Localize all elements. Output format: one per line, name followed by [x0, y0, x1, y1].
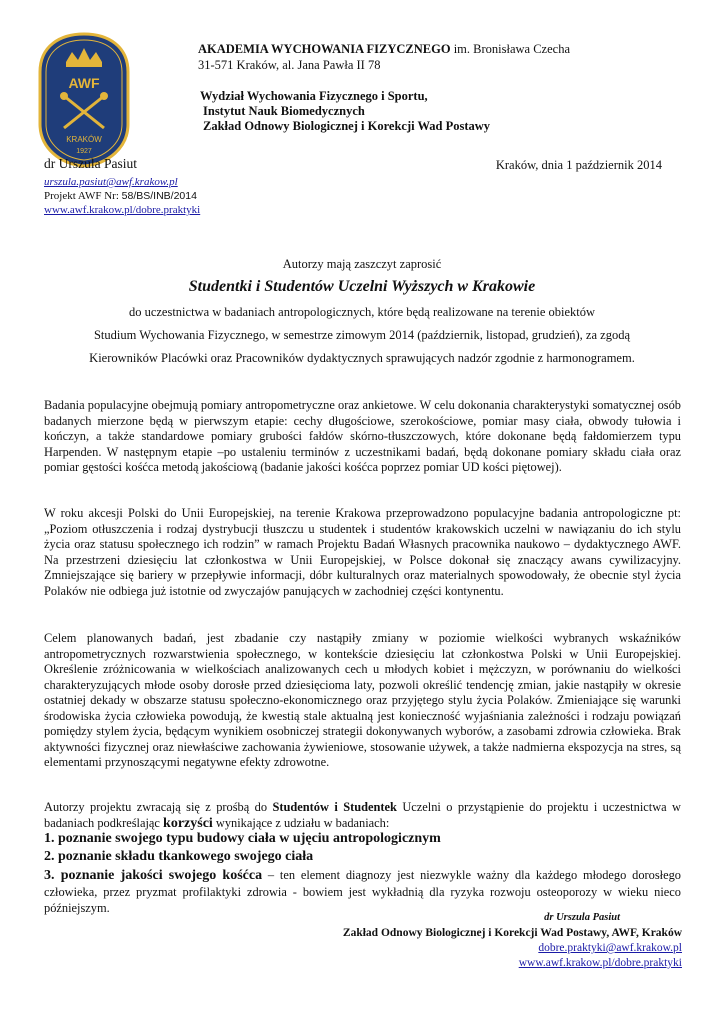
awf-logo [36, 32, 132, 168]
academy-name: AKADEMIA WYCHOWANIA FIZYCZNEGO [198, 42, 451, 56]
academy-patron: im. Bronisława Czecha [453, 42, 570, 56]
benefit-3-title: 3. poznanie jakości swojego kośćca [44, 868, 263, 883]
sender-email-link[interactable]: urszula.pasiut@awf.krakow.pl [44, 176, 178, 188]
invitation-line-1: do uczestnictwa w badaniach antropologicznych, które będą realizowane na terenie obiektów [128, 305, 596, 319]
signature-website-link[interactable]: www.awf.krakow.pl/dobre.praktyki [518, 957, 682, 969]
signature-email-link[interactable]: dobre.praktyki@awf.krakow.pl [538, 942, 682, 954]
institute-name: Instytut Nauk Biomedycznych [203, 104, 365, 118]
project-line [44, 190, 197, 202]
paragraph-4-students: Studentów i Studentek [272, 800, 397, 814]
benefit-3 [44, 867, 681, 916]
paragraph-2-text: W roku akcesji Polski do Unii Europejskiej, na terenie Krakowa przeprowadzono populacyjne badania antropologiczne pt: „Poziom otłuszczenia i rodzaj dystrybucji tłuszczu u studentek i studentów krakowskich uczelni w nawiązaniu do ich stylu życia oraz statusu społecznego ich rodzin” w ramach Projektu Badań Własnych pracownika naukowo – dydaktycznego AWF. Na przestrzeni dziesięciu lat członkostwa w Unii Europejskiej, w Polsce dokonał się znaczący awans cywilizacyjny. Zmniejszające się bariery w przepływie informacji, dóbr kulturalnych oraz materialnych spowodowały, że obecnie styl życia Polaków nie odbiega już istotnie od zwyczajów panujących w zachodniej części kontynentu. [44, 506, 681, 598]
benefit-3-text: – ten element diagnozy jest niezwykle ważny dla każdego młodego dorosłego człowieka, przez pryzmat profilaktyki zdrowia - bowiem jest wykładnią dla ryzyka rozwoju osteoporozy w wieku nieco późniejszym. [44, 868, 681, 915]
paragraph-3-text: Celem planowanych badań, jest zbadanie czy nastąpiły zmiany w poziomie wielkości wybranych wskaźników antropometrycznych rozwarstwienia społecznego, w kontekście dziesięciu lat członkostwa Polski w Unii Europejskiej. Określenie zróżnicowania w wielkościach analizowanych cech u młodych kobiet i mężczyzn, w porównaniu do wielkości charakteryzujących młode osoby dorosłe przed dziesięcioma laty, pozwoli określić tendencję zmian, jakie nastąpiły w okresie ostatniej dekady w obszarze statusu społeczno-ekonomicznego oraz przyjętego stylu życia Polaków. Zmieniające się warunki środowiska życia człowieka powodują, że kwestią stale aktualną jest konieczność wyjaśniania zależności i rodzaju powiązań pomiędzy stylem życia, będącym wynikiem osobniczej strategii dokonywanych wyborów, a zasobami zdrowia człowieka. Brak aktywności fizycznej oraz niewłaściwe zachowania żywieniowe, stosowanie używek, a także nadmierna ekspozycja na stres, są elementami przynoszącymi negatywne efekty zdrowotne. [44, 631, 681, 769]
paragraph-4-benefits-word: korzyści [163, 815, 213, 831]
logo-text-city: KRAKÓW [66, 135, 102, 144]
project-number: 58/BS/INB/2014 [121, 190, 197, 202]
paragraph-4-end: wynikające z udziału w badaniach: [212, 815, 390, 830]
signature-name: dr Urszula Pasiut [544, 912, 620, 923]
benefit-1: 1. poznanie swojego typu budowy ciała w ujęciu antropologicznym [44, 831, 441, 846]
paragraph-2 [44, 506, 681, 599]
paragraph-4 [44, 800, 681, 831]
date-line: Kraków, dnia 1 październik 2014 [495, 158, 662, 172]
logo-text-year: 1927 [76, 148, 92, 155]
academy-address: 31-571 Kraków, al. Jana Pawła II 78 [198, 58, 381, 72]
sender-name: dr Urszula Pasiut [44, 156, 137, 171]
invitation-line-3: Kierowników Placówki oraz Pracowników dydaktycznych sprawujących nadzór zgodnie z harmonogramem. [89, 351, 635, 365]
sender-website-link[interactable]: www.awf.krakow.pl/dobre.praktyki [44, 204, 201, 216]
paragraph-4-start: Autorzy projektu zwracają się z prośbą do [44, 800, 273, 814]
signature-department: Zakład Odnowy Biologicznej i Korekcji Wad Postawy, AWF, Kraków [342, 927, 682, 939]
invitation-title: Studentki i Studentów Uczelni Wyższych w Krakowie [188, 278, 536, 295]
benefit-2: 2. poznanie składu tkankowego swojego ciała [44, 849, 314, 864]
academy-line [198, 42, 570, 57]
department-name: Zakład Odnowy Biologicznej i Korekcji Wad Postawy [203, 119, 491, 133]
faculty-name: Wydział Wychowania Fizycznego i Sportu, [200, 89, 428, 103]
logo-text-awf: AWF [68, 75, 100, 91]
paragraph-1-text: Badania populacyjne obejmują pomiary antropometryczne oraz ankietowe. W celu dokonania charakterystyki somatycznej osób badanych mierzone będą w pierwszym etapie: cechy długościowe, szerokościowe, pomiar masy ciała, obwody tułowia i kończyn, a także standardowe pomiary grubości fałdów skórno-tłuszczowych, które dokonane będą fałdomierzem typu Harpenden. W następnym etapie –po ustaleniu terminów z uczestnikami badań, będą dokonane pomiary składu ciała oraz pomiar gęstości kośćca metodą jakościową (badanie jakości kośćca poprzez pomiar UD kości piętowej). [44, 398, 681, 474]
invitation-intro: Autorzy mają zaszczyt zaprosić [282, 257, 442, 271]
invitation-line-2: Studium Wychowania Fizycznego, w semestrze zimowym 2014 (październik, listopad, grudzień), za zgodą [93, 328, 630, 342]
paragraph-1 [44, 398, 681, 476]
project-label: Projekt AWF Nr: [44, 190, 119, 202]
paragraph-3 [44, 631, 681, 771]
paragraph-4-middle: Uczelni o przystąpienie do projektu i uczestnictwa w badaniach podkreślając [44, 800, 682, 830]
